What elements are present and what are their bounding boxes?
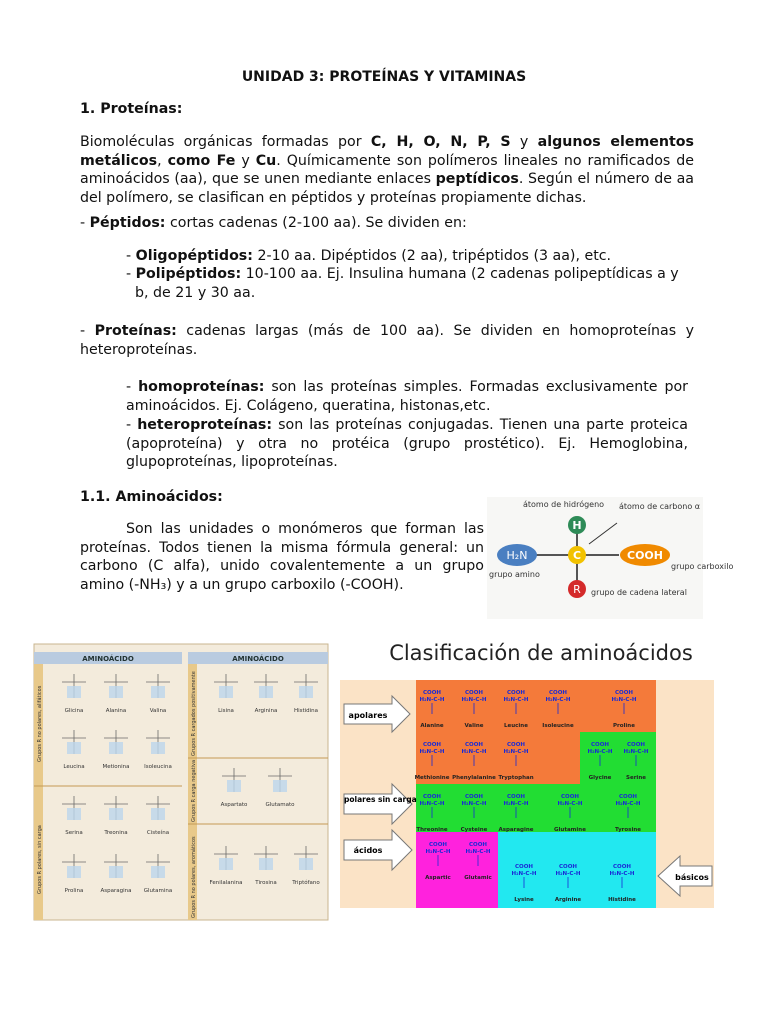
amino-acid-label: Lysine bbox=[514, 897, 534, 903]
amino-acid-name: Arginina bbox=[254, 708, 278, 714]
amino-acid-label: Proline bbox=[613, 723, 635, 729]
side-chain-label: grupo de cadena lateral bbox=[591, 588, 687, 597]
homoproteinas-label: homoproteínas: bbox=[138, 379, 265, 395]
amino-acid-name: Alanina bbox=[105, 708, 127, 714]
formula-mark: COOH bbox=[507, 742, 525, 748]
amino-acid-label: Aspartic bbox=[425, 875, 451, 881]
amino-acid-name: Asparagina bbox=[100, 888, 132, 894]
formula-mark: H₂N-C-H bbox=[503, 749, 529, 755]
side-chain-box bbox=[67, 808, 81, 820]
amino-acid-name: Valina bbox=[149, 708, 167, 714]
formula-mark: COOH bbox=[615, 690, 633, 696]
formula-mark: H₂N-C-H bbox=[511, 871, 537, 877]
carboxyl-group-label: grupo carboxilo bbox=[671, 562, 734, 571]
proteinas-paragraph bbox=[80, 322, 694, 359]
h-atom-label: átomo de hidrógeno bbox=[523, 500, 605, 509]
formula-mark: COOH bbox=[627, 742, 645, 748]
polipeptidos-text: 10-100 aa. Ej. Insulina humana (2 cadenas polipeptídicas a y bbox=[241, 266, 679, 282]
intro-text: Biomoléculas orgánicas formadas por bbox=[80, 134, 371, 150]
bullet-dash: - bbox=[126, 248, 136, 264]
proteinas-label: Proteínas: bbox=[94, 323, 177, 339]
side-chain-box bbox=[227, 780, 241, 792]
intro-text: , bbox=[157, 152, 168, 169]
amino-acid-structure-figure bbox=[487, 497, 734, 619]
peptidos-line bbox=[80, 214, 694, 233]
formula-mark: H₂N-C-H bbox=[555, 871, 581, 877]
amino-acid-label: Cysteine bbox=[460, 827, 488, 833]
amino-acid-label: Valine bbox=[464, 723, 484, 729]
proteinas-text: cadenas largas (más de 100 aa). Se dividen en homoproteínas y heteroproteínas. bbox=[80, 323, 694, 358]
amino-acid-label: Asparagine bbox=[498, 827, 534, 833]
intro-elements: C, H, O, N, P, S bbox=[370, 134, 511, 150]
formula-mark: COOH bbox=[507, 690, 525, 696]
group-label-negative: Grupos R carga negativa bbox=[191, 759, 197, 822]
formula-mark: H₂N-C-H bbox=[557, 801, 583, 807]
side-chain-box bbox=[109, 686, 123, 698]
polipeptidos-line bbox=[126, 265, 694, 284]
amino-acid-name: Histidina bbox=[293, 708, 319, 714]
formula-mark: H₂N-C-H bbox=[461, 749, 487, 755]
c-alpha-label: átomo de carbono α bbox=[619, 502, 701, 511]
formula-mark: COOH bbox=[429, 842, 447, 848]
formula-mark: COOH bbox=[515, 864, 533, 870]
side-chain-box bbox=[259, 858, 273, 870]
side-chain-box bbox=[259, 686, 273, 698]
intro-text: y bbox=[235, 152, 256, 169]
bullet-dash: - bbox=[80, 215, 90, 231]
formula-mark: H₂N-C-H bbox=[419, 749, 445, 755]
carboxyl-group: COOH bbox=[627, 549, 663, 562]
amino-acid-label: Glutamic bbox=[464, 875, 492, 881]
group-label-positive: Grupos R cargados positivamente bbox=[191, 671, 197, 756]
formula-mark: COOH bbox=[561, 794, 579, 800]
formula-mark: COOH bbox=[423, 690, 441, 696]
homoproteinas-text: son las proteínas simples. Formadas exclusivamente por aminoácidos. Ej. Colágeno, queratina, histonas,etc. bbox=[126, 379, 688, 414]
formula-mark: H₂N-C-H bbox=[419, 697, 445, 703]
formula-mark: COOH bbox=[465, 690, 483, 696]
amino-acid-label: Serine bbox=[626, 775, 646, 781]
group-label-nonpolar: Grupos R no polares, alifáticos bbox=[37, 685, 43, 762]
formula-mark: COOH bbox=[465, 742, 483, 748]
amino-acid-name: Lisina bbox=[218, 708, 234, 714]
amino-acid-name: Isoleucina bbox=[144, 764, 172, 770]
peptidos-label: Péptidos: bbox=[89, 215, 166, 231]
side-chain-box bbox=[151, 686, 165, 698]
amino-acid-label: Glycine bbox=[588, 775, 612, 781]
intro-peptidicos: peptídicos bbox=[435, 171, 519, 187]
formula-mark: COOH bbox=[613, 864, 631, 870]
intro-paragraph bbox=[80, 133, 694, 207]
amino-acid-label: Glutamine bbox=[554, 827, 586, 833]
amino-acid-name: Aspartato bbox=[220, 802, 248, 808]
amino-acid-name: Triptófano bbox=[292, 880, 320, 886]
side-chain-box bbox=[151, 808, 165, 820]
amino-acid-label: Threonine bbox=[416, 827, 448, 833]
bullet-dash: - bbox=[126, 417, 138, 433]
amino-acid-label: Alanine bbox=[420, 723, 444, 729]
amino-acid-name: Leucina bbox=[63, 764, 85, 770]
amino-acid-label: Tryptophan bbox=[498, 775, 534, 781]
polipeptidos-label: Polipéptidos: bbox=[135, 266, 242, 282]
side-chain-box bbox=[151, 742, 165, 754]
intro-text: . Químicamente son polímeros lineales no ramificados de aminoácidos (aa), que se unen mediante enlaces bbox=[80, 152, 695, 187]
table-header-left: AMINOÁCIDO bbox=[82, 655, 134, 663]
intro-text: . Según el número de aa del polímero, se clasifican en péptidos y proteínas propiamente dichas. bbox=[80, 171, 695, 206]
formula-mark: COOH bbox=[591, 742, 609, 748]
aminoacidos-paragraph: Son las unidades o monómeros que forman las proteínas. Todos tienen la misma fórmula general: un carbono (C alfa), unido covalentemente a un grupo amino (-NH₃) y a un grupo carboxilo (-COOH). bbox=[80, 521, 484, 593]
formula-mark: COOH bbox=[469, 842, 487, 848]
formula-mark: COOH bbox=[423, 794, 441, 800]
bullet-dash: - bbox=[80, 323, 95, 339]
formula-mark: COOH bbox=[559, 864, 577, 870]
classification-figure bbox=[340, 630, 742, 912]
group-label-polar: Grupos R polares, sin carga bbox=[37, 825, 43, 894]
classification-title: Clasificación de aminoácidos bbox=[389, 641, 693, 665]
formula-mark: H₂N-C-H bbox=[425, 849, 451, 855]
formula-mark: H₂N-C-H bbox=[503, 697, 529, 703]
formula-mark: H₂N-C-H bbox=[465, 849, 491, 855]
side-chain-box bbox=[67, 686, 81, 698]
side-chain-box bbox=[299, 686, 313, 698]
formula-mark: H₂N-C-H bbox=[609, 871, 635, 877]
formula-mark: H₂N-C-H bbox=[419, 801, 445, 807]
section-heading-proteinas: 1. Proteínas: bbox=[80, 101, 183, 117]
formula-mark: COOH bbox=[423, 742, 441, 748]
side-chain-box bbox=[67, 742, 81, 754]
side-chain-box bbox=[299, 858, 313, 870]
amino-acid-name: Fenilalanina bbox=[209, 880, 243, 886]
amino-group: H₂N bbox=[506, 549, 528, 562]
formula-mark: H₂N-C-H bbox=[503, 801, 529, 807]
group-label-aromatic: Grupos R no polares, aromáticos bbox=[191, 836, 197, 918]
amino-acid-label: Histidine bbox=[608, 897, 636, 903]
table-header-right: AMINOÁCIDO bbox=[232, 655, 284, 663]
amino-acid-name: Treonina bbox=[104, 830, 128, 836]
polipeptidos-line-2: b, de 21 y 30 aa. bbox=[135, 285, 256, 301]
amino-acid-label: Tyrosine bbox=[615, 827, 641, 833]
acidos-label: ácidos bbox=[353, 846, 383, 855]
formula-mark: H₂N-C-H bbox=[587, 749, 613, 755]
oligopeptidos-label: Oligopéptidos: bbox=[135, 248, 253, 264]
formula-mark: COOH bbox=[465, 794, 483, 800]
amino-acid-name: Glutamina bbox=[143, 888, 173, 894]
side-chain-box bbox=[109, 742, 123, 754]
oligopeptidos-line bbox=[126, 247, 694, 266]
amino-acid-name: Cisteína bbox=[146, 830, 170, 836]
formula-mark: COOH bbox=[507, 794, 525, 800]
basicos-label: básicos bbox=[675, 873, 709, 882]
c-atom: C bbox=[572, 549, 582, 562]
oligopeptidos-text: 2-10 aa. Dipéptidos (2 aa), tripéptidos (3 aa), etc. bbox=[252, 248, 612, 264]
formula-mark: COOH bbox=[619, 794, 637, 800]
apolares-label: apolares bbox=[348, 711, 388, 720]
amino-acid-label: Leucine bbox=[504, 723, 528, 729]
side-chain-box bbox=[151, 866, 165, 878]
polares-label: polares sin carga bbox=[344, 795, 417, 804]
amino-acid-name: Metionina bbox=[102, 764, 130, 770]
amino-acid-name: Glicina bbox=[64, 708, 84, 714]
side-chain-box bbox=[67, 866, 81, 878]
peptidos-text: cortas cadenas (2-100 aa). Se dividen en: bbox=[165, 215, 467, 231]
heteroproteinas-paragraph bbox=[126, 416, 688, 472]
amino-acid-name: Tirosina bbox=[255, 880, 277, 886]
side-chain-box bbox=[219, 858, 233, 870]
side-chain-box bbox=[109, 866, 123, 878]
section-heading-aminoacidos: 1.1. Aminoácidos: bbox=[80, 489, 223, 505]
h-atom: H bbox=[572, 519, 582, 532]
side-chain-box bbox=[109, 808, 123, 820]
amino-acid-label: Arginine bbox=[554, 897, 582, 903]
homoproteinas-paragraph bbox=[126, 378, 688, 415]
amino-acid-label: Isoleucine bbox=[542, 723, 574, 729]
intro-metals: algunos elementos metálicos bbox=[80, 134, 694, 169]
polar-region bbox=[416, 784, 656, 832]
amino-acid-label: Phenylalanine bbox=[452, 775, 496, 781]
amino-acid-table-figure bbox=[34, 644, 328, 920]
heteroproteinas-label: heteroproteínas: bbox=[137, 417, 273, 433]
intro-text: y bbox=[510, 134, 538, 150]
heteroproteinas-text: son las proteínas conjugadas. Tienen una parte proteica (apoproteína) y otra no protéica (grupo prostético). Ej. Hemoglobina, glupoproteínas, lipoproteínas. bbox=[126, 417, 688, 470]
side-chain-box bbox=[273, 780, 287, 792]
formula-mark: H₂N-C-H bbox=[623, 749, 649, 755]
amino-group-label: grupo amino bbox=[489, 570, 540, 579]
bullet-dash: - bbox=[126, 379, 139, 395]
bullet-dash: - bbox=[126, 266, 136, 282]
formula-mark: H₂N-C-H bbox=[615, 801, 641, 807]
amino-acid-name: Serina bbox=[65, 830, 83, 836]
amino-acid-name: Glutamato bbox=[265, 802, 295, 808]
formula-mark: H₂N-C-H bbox=[545, 697, 571, 703]
amino-acid-label: Methionine bbox=[414, 775, 450, 781]
side-chain-box bbox=[219, 686, 233, 698]
amino-acid-name: Prolina bbox=[64, 888, 84, 894]
formula-mark: COOH bbox=[549, 690, 567, 696]
document-title: UNIDAD 3: PROTEÍNAS Y VITAMINAS bbox=[241, 69, 527, 85]
intro-cu: Cu bbox=[255, 152, 277, 169]
intro-fe: como Fe bbox=[167, 152, 236, 169]
formula-mark: H₂N-C-H bbox=[461, 801, 487, 807]
formula-mark: H₂N-C-H bbox=[611, 697, 637, 703]
r-group: R bbox=[573, 583, 581, 596]
formula-mark: H₂N-C-H bbox=[461, 697, 487, 703]
